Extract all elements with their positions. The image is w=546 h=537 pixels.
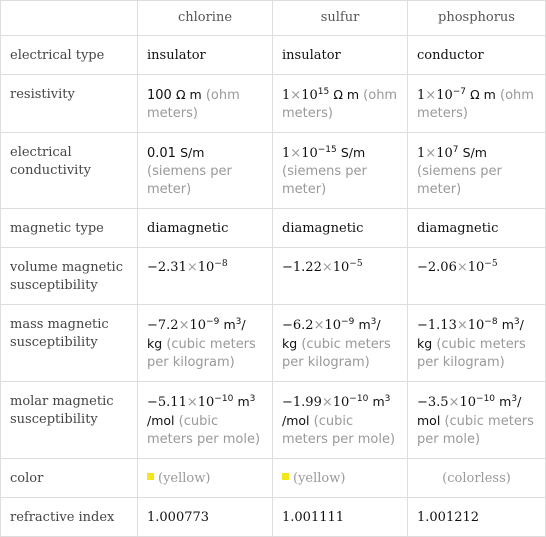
times-sign: × [290, 146, 302, 161]
unit-description: (siemens per meter) [282, 164, 367, 197]
cell-phosphorus [408, 382, 546, 459]
header-sulfur: sulfur [273, 1, 408, 36]
row-electrical-conductivity [1, 133, 546, 209]
base: 10 [197, 260, 215, 275]
cell-chlorine [138, 305, 273, 382]
cell-phosphorus [408, 305, 546, 382]
cell-phosphorus [408, 133, 546, 209]
base: 10 [467, 260, 485, 275]
row-molar-magnetic-susceptibility [1, 382, 546, 459]
cell-sulfur [273, 248, 408, 305]
cell-sulfur [273, 382, 408, 459]
cell-chlorine [138, 459, 273, 498]
base: 10 [189, 318, 207, 333]
exponent: 7 [452, 145, 459, 155]
header-row [1, 1, 546, 36]
cell-sulfur: diamagnetic [273, 209, 408, 248]
exponent: −15 [317, 145, 337, 155]
row-label: mass magnetic susceptibility [1, 305, 138, 382]
times-sign: × [186, 395, 198, 410]
unit-description: (siemens per meter) [417, 164, 502, 197]
coefficient: 1 [417, 88, 426, 103]
unit-description: (ohm meters) [282, 88, 398, 121]
header-phosphorus: phosphorus [408, 1, 546, 36]
row-color [1, 459, 546, 498]
base: 10 [332, 395, 350, 410]
coefficient: −1.99 [282, 395, 322, 410]
unit-description: (cubic meters per kilogram) [417, 337, 526, 370]
exponent: −5 [349, 259, 363, 269]
unit: S/m [462, 145, 487, 160]
unit: $m^3/$ mol [417, 394, 522, 428]
base: 10 [332, 260, 350, 275]
unit: Ω m [333, 87, 360, 102]
times-sign: × [290, 88, 302, 103]
unit-description: (ohm meters) [417, 88, 534, 121]
unit: $m^3$ /mol [147, 394, 256, 428]
cell-chlorine [138, 382, 273, 459]
times-sign: × [448, 395, 460, 410]
exponent: −9 [206, 317, 220, 327]
coefficient: −1.13 [417, 318, 457, 333]
row-refractive-index [1, 498, 546, 537]
cell-chlorine: diamagnetic [138, 209, 273, 248]
cell-phosphorus: diamagnetic [408, 209, 546, 248]
row-label: resistivity [1, 75, 138, 133]
row-label: volume magnetic susceptibility [1, 248, 138, 305]
cell-phosphorus: 1.001212 [408, 498, 546, 537]
coefficient: −3.5 [417, 395, 449, 410]
row-mass-magnetic-susceptibility [1, 305, 546, 382]
unit-description: (siemens per meter) [147, 164, 232, 197]
row-label: molar magnetic susceptibility [1, 382, 138, 459]
row-resistivity [1, 75, 546, 133]
color-name: (colorless) [442, 471, 511, 486]
times-sign: × [425, 88, 437, 103]
cell-phosphorus [408, 248, 546, 305]
cell-chlorine: insulator [138, 36, 273, 75]
row-label: electrical conductivity [1, 133, 138, 209]
times-sign: × [186, 260, 198, 275]
coefficient: −2.31 [147, 260, 187, 275]
row-label: magnetic type [1, 209, 138, 248]
base: 10 [467, 318, 485, 333]
unit: S/m [340, 145, 366, 160]
times-sign: × [456, 260, 468, 275]
exponent: −10 [349, 394, 369, 404]
base: 10 [301, 146, 318, 161]
row-volume-magnetic-susceptibility [1, 248, 546, 305]
unit: S/m [180, 145, 205, 160]
exponent: −5 [484, 259, 498, 269]
coefficient: −6.2 [282, 318, 314, 333]
cell-chlorine: 1.000773 [138, 498, 273, 537]
row-label: color [1, 459, 138, 498]
times-sign: × [321, 395, 333, 410]
exponent: 15 [317, 87, 330, 97]
color-name: (yellow) [293, 471, 346, 486]
row-label: refractive index [1, 498, 138, 537]
unit: $m^3$ /mol [282, 394, 391, 428]
value: 0.01 [147, 146, 176, 161]
coefficient: 1 [282, 88, 291, 103]
cell-phosphorus [408, 75, 546, 133]
corner-header [1, 1, 138, 36]
coefficient: 1 [417, 146, 426, 161]
color-name: (yellow) [158, 471, 211, 486]
coefficient: 1 [282, 146, 291, 161]
cell-phosphorus: conductor [408, 36, 546, 75]
exponent: −10 [214, 394, 234, 404]
unit-description: (ohm meters) [147, 88, 240, 121]
unit: Ω m [470, 87, 496, 102]
cell-chlorine [138, 248, 273, 305]
base: 10 [436, 88, 453, 103]
row-magnetic-type [1, 209, 546, 248]
unit-description: (cubic meters per mole) [417, 414, 534, 447]
yellow-swatch-icon [147, 473, 154, 480]
cell-chlorine [138, 133, 273, 209]
coefficient: −2.06 [417, 260, 457, 275]
yellow-swatch-icon [282, 473, 289, 480]
exponent: −8 [484, 317, 498, 327]
cell-sulfur [273, 133, 408, 209]
exponent: −8 [214, 259, 228, 269]
unit-description: (cubic meters per kilogram) [147, 337, 256, 370]
base: 10 [459, 395, 477, 410]
unit: Ω m [175, 87, 202, 102]
exponent: −9 [341, 317, 355, 327]
unit-description: (cubic meters per mole) [282, 414, 396, 447]
unit: $m^3/$ kg [282, 317, 381, 351]
cell-chlorine [138, 75, 273, 133]
cell-sulfur [273, 459, 408, 498]
times-sign: × [178, 318, 190, 333]
cell-sulfur [273, 75, 408, 133]
coefficient: −5.11 [147, 395, 187, 410]
row-label: electrical type [1, 36, 138, 75]
cell-sulfur: insulator [273, 36, 408, 75]
exponent: −7 [452, 87, 467, 97]
unit-description: (cubic meters per mole) [147, 414, 261, 447]
row-electrical-type [1, 36, 546, 75]
base: 10 [436, 146, 453, 161]
times-sign: × [425, 146, 437, 161]
exponent: −10 [476, 394, 496, 404]
cell-sulfur [273, 305, 408, 382]
unit: $m^3/$ kg [417, 317, 524, 351]
times-sign: × [456, 318, 468, 333]
cell-sulfur: 1.001111 [273, 498, 408, 537]
base: 10 [324, 318, 342, 333]
coefficient: −1.22 [282, 260, 322, 275]
unit-description: (cubic meters per kilogram) [282, 337, 391, 370]
base: 10 [301, 88, 318, 103]
base: 10 [197, 395, 215, 410]
value: 100 [147, 88, 172, 103]
coefficient: −7.2 [147, 318, 179, 333]
times-sign: × [313, 318, 325, 333]
times-sign: × [321, 260, 333, 275]
unit: $m^3/$ kg [147, 317, 246, 351]
cell-phosphorus [408, 459, 546, 498]
header-chlorine: chlorine [138, 1, 273, 36]
